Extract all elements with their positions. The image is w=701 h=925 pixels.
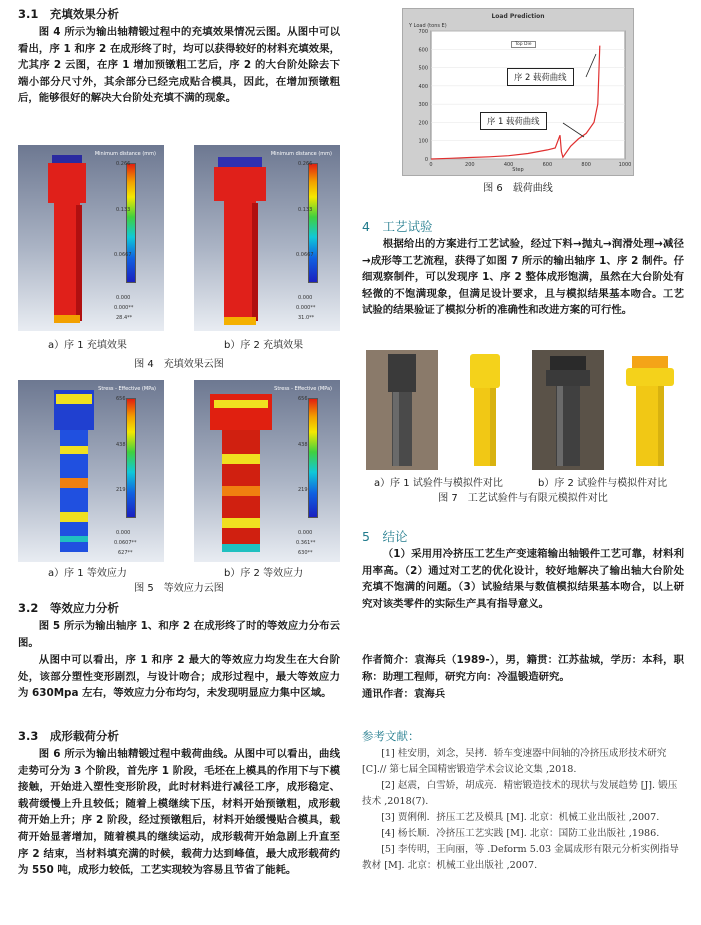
reference-item: [4] 杨长顺．冷挤压工艺实践 [M]. 北京：国防工业出版社 ,1986.	[381, 828, 660, 839]
corresponding-author: 通讯作者：袁海兵	[362, 688, 446, 700]
fig4b-tick: 0.000**	[296, 305, 316, 311]
reference-item: [1] 桂安朋，刘念，吴拷．轿车变速器中间轴的冷挤压成形技术研究 [C].// 第七届全国精密锻造学术会议论文集 ,2018.	[362, 748, 667, 775]
fig5a-colorbar	[126, 398, 136, 518]
fig5b-tick: 219	[298, 487, 308, 493]
fig6-y-tick-label: 500	[418, 65, 428, 72]
fig7a-simulation-part	[448, 350, 520, 470]
fig6-y-tick-label: 100	[418, 138, 428, 145]
fig6-x-tick-label: 400	[503, 162, 514, 168]
fig5b-tick: 0.361**	[296, 540, 316, 546]
fig6-y-tick-label: 300	[418, 102, 428, 109]
reference-item: [3] 贾俐俐．挤压工艺及模具 [M]. 北京：机械工业出版社 ,2007.	[381, 812, 660, 823]
fig4b-tick: 31.0**	[298, 315, 315, 321]
fig5b-subcaption: b）序 2 等效应力	[224, 568, 304, 579]
fig5a-tick: 438	[116, 442, 126, 448]
fig6-callout-stage1: 序 1 载荷曲线	[480, 112, 547, 130]
fig6-callout-stage2: 序 2 载荷曲线	[507, 68, 574, 86]
fig4b-colorbar	[308, 163, 318, 283]
fig5a-shaft	[46, 390, 106, 560]
fig4a-tick: 28.4**	[116, 315, 133, 321]
fig5a-tick: 656	[116, 396, 126, 402]
fig4a-tick: 0.133	[116, 207, 131, 213]
section-5-title: 5 结论	[362, 529, 408, 544]
section-3-3-body: 图 6 所示为输出轴精锻过程中载荷曲线。从图中可以看出，曲线走势可分为 3 个阶段，首先序 1 阶段，毛坯在上模具的作用下与下模接触，开始进入塑性变形阶段，此时材料进行减径工序，成形稳定、载荷缓慢上升且较低；随着上模继续下压，材料开始预镦粗，成形载荷开始上升；序 2 阶段，经过预镦粗后，材料开始缓慢贴合模具，载荷开始显著增加，随着模具的继续运动，成形载荷开始急剧上升直至序 2 结束，当材料填充满的时候，载荷力达到峰值，最大成形载荷约为 550 吨，成形力较低，工艺实现较为容易且节省了能耗。	[18, 748, 340, 877]
fig7b-subcaption: b）序 2 试验件与模拟件对比	[538, 478, 668, 489]
fig4a-legend-title: Minimum distance (mm)	[94, 151, 156, 157]
fig4b-image	[194, 145, 340, 331]
fig4b-subcaption: b）序 2 充填效果	[224, 340, 304, 351]
fig5b-tick: 438	[298, 442, 308, 448]
fig6-chart-title: Load Prediction	[491, 13, 545, 20]
fig5a-tick: 0.000	[116, 530, 131, 536]
section-4-title: 4 工艺试验	[362, 219, 433, 234]
fig5-caption: 图 5 等效应力云图	[134, 583, 224, 594]
fig7b-sim-shape	[614, 350, 686, 470]
fig5b-colorbar	[308, 398, 318, 518]
fig6-y-tick-label: 600	[418, 47, 428, 54]
fig5a-subcaption: a）序 1 等效应力	[48, 568, 127, 579]
references-title: 参考文献：	[362, 729, 420, 743]
fig6-x-tick-label: 1000	[618, 162, 632, 168]
fig4b-shaft	[208, 157, 276, 331]
fig6-y-tick-label: 0	[424, 157, 428, 163]
fig4b-tick: 0.133	[298, 207, 313, 213]
fig5b-shaft	[204, 394, 278, 560]
fig7b-test-part	[532, 350, 604, 470]
fig7b-simulation-part	[614, 350, 686, 470]
fig5b-image	[194, 380, 340, 562]
fig5b-tick: 0.000	[298, 530, 313, 536]
fig4-caption: 图 4 充填效果云图	[134, 359, 224, 370]
section-3-3-title: 3.3 成形载荷分析	[18, 729, 119, 743]
section-3-1-body: 图 4 所示为输出轴精锻过程中的充填效果情况云图。从图中可以看出，序 1 和序 2 在成形终了时，均可以获得较好的材料充填效果，尤其序 2 云图，在序 1 增加预镦粗工艺后，序 2 的大台阶处除去下端小部分尺寸外，其余部分已经完成贴合模具，因此，在增加预镦粗后，能够很好的解决大台阶处充填不满的现象。	[18, 26, 340, 105]
fig5b-legend-title: Stress - Effective (MPa)	[274, 386, 332, 392]
fig7-caption: 图 7 工艺试验件与有限元模拟件对比	[438, 493, 608, 504]
fig4b-legend-title: Minimum distance (mm)	[270, 151, 332, 157]
reference-item: [5] 李传明，王向丽，等 .Deform 5.03 金属成形有限元分析实例指导教材 [M]. 北京：机械工业出版社 ,2007.	[362, 844, 679, 871]
fig7a-test-part-photo	[366, 350, 438, 470]
fig5b-tick: 656	[298, 396, 308, 402]
fig5a-tick: 0.0607**	[114, 540, 137, 546]
fig4b-tick: 0.266	[298, 161, 313, 167]
reference-item: [2] 赵震，白雪娇，胡成亮．精密锻造技术的现状与发展趋势 [J]. 锻压技术 ,2018(7).	[362, 780, 678, 807]
fig6-y-axis-label: Y Load (tons E)	[409, 23, 447, 29]
fig5a-legend-title: Stress - Effective (MPa)	[98, 386, 156, 392]
fig4b-tick: 0.0667	[296, 252, 314, 258]
fig6-plot-area	[431, 31, 625, 159]
fig4a-subcaption: a）序 1 充填效果	[48, 340, 127, 351]
fig7a-test-part	[366, 350, 438, 470]
section-5-body: （1）采用用冷挤压工艺生产变速箱输出轴锻件工艺可靠，材料利用率高。（2）通过对工艺的优化设计，较好地解决了输出轴大台阶处充填不饱满的问题。（3）试验结果与数值模拟结果基本吻合，以上研究对该类零件的实际生产具有指导意义。	[362, 548, 684, 610]
fig4a-tick: 0.000	[116, 295, 131, 301]
fig6-x-tick-label: 0	[429, 162, 433, 168]
section-3-1-title: 3.1 充填效果分析	[18, 7, 119, 21]
fig7a-sim-shape	[448, 350, 520, 470]
fig6-caption: 图 6 载荷曲线	[483, 183, 553, 194]
fig5a-tick: 219	[116, 487, 126, 493]
section-3-2-p2: 从图中可以看出，序 1 和序 2 最大的等效应力均发生在大台阶处，该部分塑性变形剧烈，与设计吻合；成形过程中，最大等效应力为 630Mpa 左右，等效应力分布均匀，未发现明显应力集中区域。	[18, 654, 340, 700]
fig4a-tick: 0.266	[116, 161, 131, 167]
fig6-y-tick-label: 200	[418, 120, 428, 127]
fig6-x-tick-label: 600	[542, 162, 553, 168]
fig4a-shaft	[38, 155, 98, 331]
fig7a-subcaption: a）序 1 试验件与模拟件对比	[374, 478, 503, 489]
fig4a-image	[18, 145, 164, 331]
author-bio: 作者简介：袁海兵（1989-），男，籍贯：江苏盐城，学历：本科，职称：助理工程师，研究方向：冷温锻造研究。	[362, 654, 684, 683]
fig6-load-chart	[403, 9, 635, 177]
section-3-2-title: 3.2 等效应力分析	[18, 601, 119, 615]
fig7b-test-part-photo	[532, 350, 604, 470]
fig6-y-tick-label: 700	[418, 29, 428, 35]
fig4a-tick: 0.000**	[114, 305, 134, 311]
fig4b-tick: 0.000	[298, 295, 313, 301]
fig6-y-tick-label: 400	[418, 83, 428, 90]
fig5b-tick: 630**	[298, 550, 313, 556]
fig5a-image	[18, 380, 164, 562]
fig4a-tick: 0.0667	[114, 252, 132, 258]
section-4-body: 根据给出的方案进行工艺试验，经过下料→抛丸→润滑处理→减径→成形等工艺流程，获得了如图 7 所示的输出轴序 1、序 2 制件。仔细观察制件，可以发现序 1、序 2 整体成形饱满，虽然在大台阶处有轻微的不饱满现象，但满足设计要求，且与模拟结果基本吻合。工艺试验的结果验证了模拟分析的准确性和改进方案的可行性。	[362, 238, 684, 317]
fig6-x-axis-label: Step	[512, 167, 524, 173]
fig5a-tick: 627**	[118, 550, 133, 556]
fig6-legend-entry: Top Die	[511, 41, 536, 48]
fig6-x-tick-label: 800	[581, 162, 591, 168]
references-list	[362, 746, 684, 874]
fig6-x-tick-label: 200	[465, 162, 475, 168]
fig6-chart-frame	[402, 8, 634, 176]
section-3-2-p1: 图 5 所示为输出轴序 1、和序 2 在成形终了时的等效应力分布云图。	[18, 620, 340, 649]
fig4a-colorbar	[126, 163, 136, 283]
